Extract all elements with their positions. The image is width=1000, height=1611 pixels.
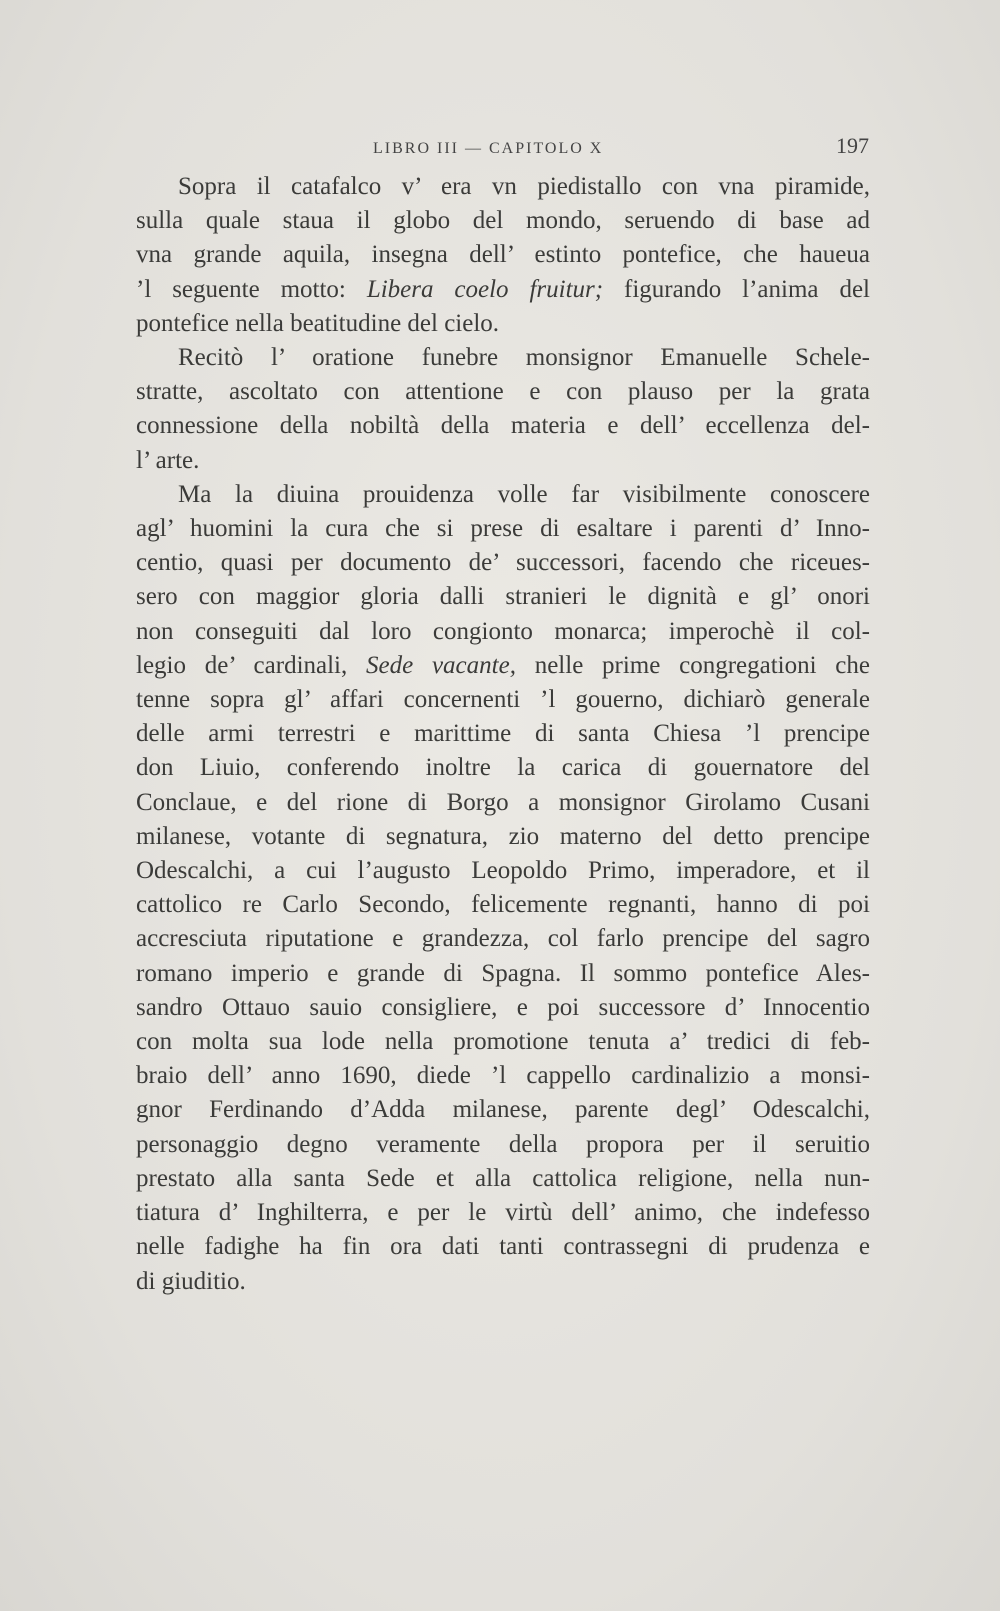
text-segment: nelle prime congregationi che [515,651,870,679]
text-line: sero con maggior gloria dalli stranieri le dignità e gl’ onori [136,583,870,611]
text-line: stratte, ascoltato con attentione e con plauso per la grata [136,378,870,406]
text-line: accresciuta riputatione e grandezza, col farlo prencipe del sagro [136,925,870,953]
text-line: sandro Ottauo sauio consigliere, e poi successore d’ Innocentio [136,993,870,1021]
text-line: sulla quale staua il globo del mondo, seruendo di base ad [136,207,870,235]
text-line: delle armi terrestri e marittime di santa Chiesa ’l prencipe [136,720,870,748]
running-title: LIBRO III — CAPITOLO X [373,140,604,157]
text-segment: figurando l’anima del [603,275,870,303]
text-line: don Liuio, conferendo inoltre la carica di gouernatore del [136,754,870,782]
text-line: milanese, votante di segnatura, zio materno del detto prencipe [136,822,870,850]
italic-phrase: Sede vacante, [366,651,516,679]
text-line: vna grande aquila, insegna dell’ estinto pontefice, che haueua [136,241,870,269]
italic-phrase: Libera coelo fruitur; [366,275,604,303]
body-text [136,170,870,1299]
page-header [373,133,869,163]
page-number: 197 [836,133,869,158]
text-line: tenne sopra gl’ affari concernenti ’l gouerno, dichiarò generale [136,686,870,714]
text-line: agl’ huomini la cura che si prese di esaltare i parenti d’ Inno- [136,515,870,543]
text-line: con molta sua lode nella promotione tenuta a’ tredici di feb- [136,1028,870,1056]
text-line: Odescalchi, a cui l’augusto Leopoldo Primo, imperadore, et il [136,857,870,885]
text-line: prestato alla santa Sede et alla cattolica religione, nella nun- [136,1164,870,1192]
text-line [136,649,870,683]
text-line: non conseguiti dal loro congionto monarca; imperochè il col- [136,617,870,645]
text-line: romano imperio e grande di Spagna. Il sommo pontefice Ales- [136,959,870,987]
text-line: tiatura d’ Inghilterra, e per le virtù dell’ animo, che indefesso [136,1199,870,1227]
text-segment: ’l seguente motto: [136,275,367,303]
text-line: Conclaue, e del rione di Borgo a monsignor Girolamo Cusani [136,788,870,816]
text-line: gnor Ferdinando d’Adda milanese, parente degl’ Odescalchi, [136,1096,870,1124]
text-line: Ma la diuina prouidenza volle far visibilmente conoscere [178,480,870,508]
text-line: di giuditio. [136,1267,246,1295]
text-line: Sopra il catafalco v’ era vn piedistallo con vna piramide, [178,173,870,200]
text-line: pontefice nella beatitudine del cielo. [136,309,500,337]
text-segment: legio de’ cardinali, [136,651,367,679]
text-line: nelle fadighe ha fin ora dati tanti contrassegni di prudenza e [136,1233,870,1261]
text-line: personaggio degno veramente della propora per il seruitio [136,1130,870,1158]
text-line: l’ arte. [136,446,200,474]
text-line: centio, quasi per documento de’ successori, facendo che riceues- [136,549,870,577]
text-line [136,273,870,307]
text-line: connessione della nobiltà della materia e dell’ eccellenza del- [136,412,870,440]
text-line: braio dell’ anno 1690, diede ’l cappello cardinalizio a monsi- [136,1062,870,1090]
text-line: cattolico re Carlo Secondo, felicemente regnanti, hanno di poi [136,891,870,919]
text-line: Recitò l’ oratione funebre monsignor Emanuelle Schele- [178,344,870,372]
